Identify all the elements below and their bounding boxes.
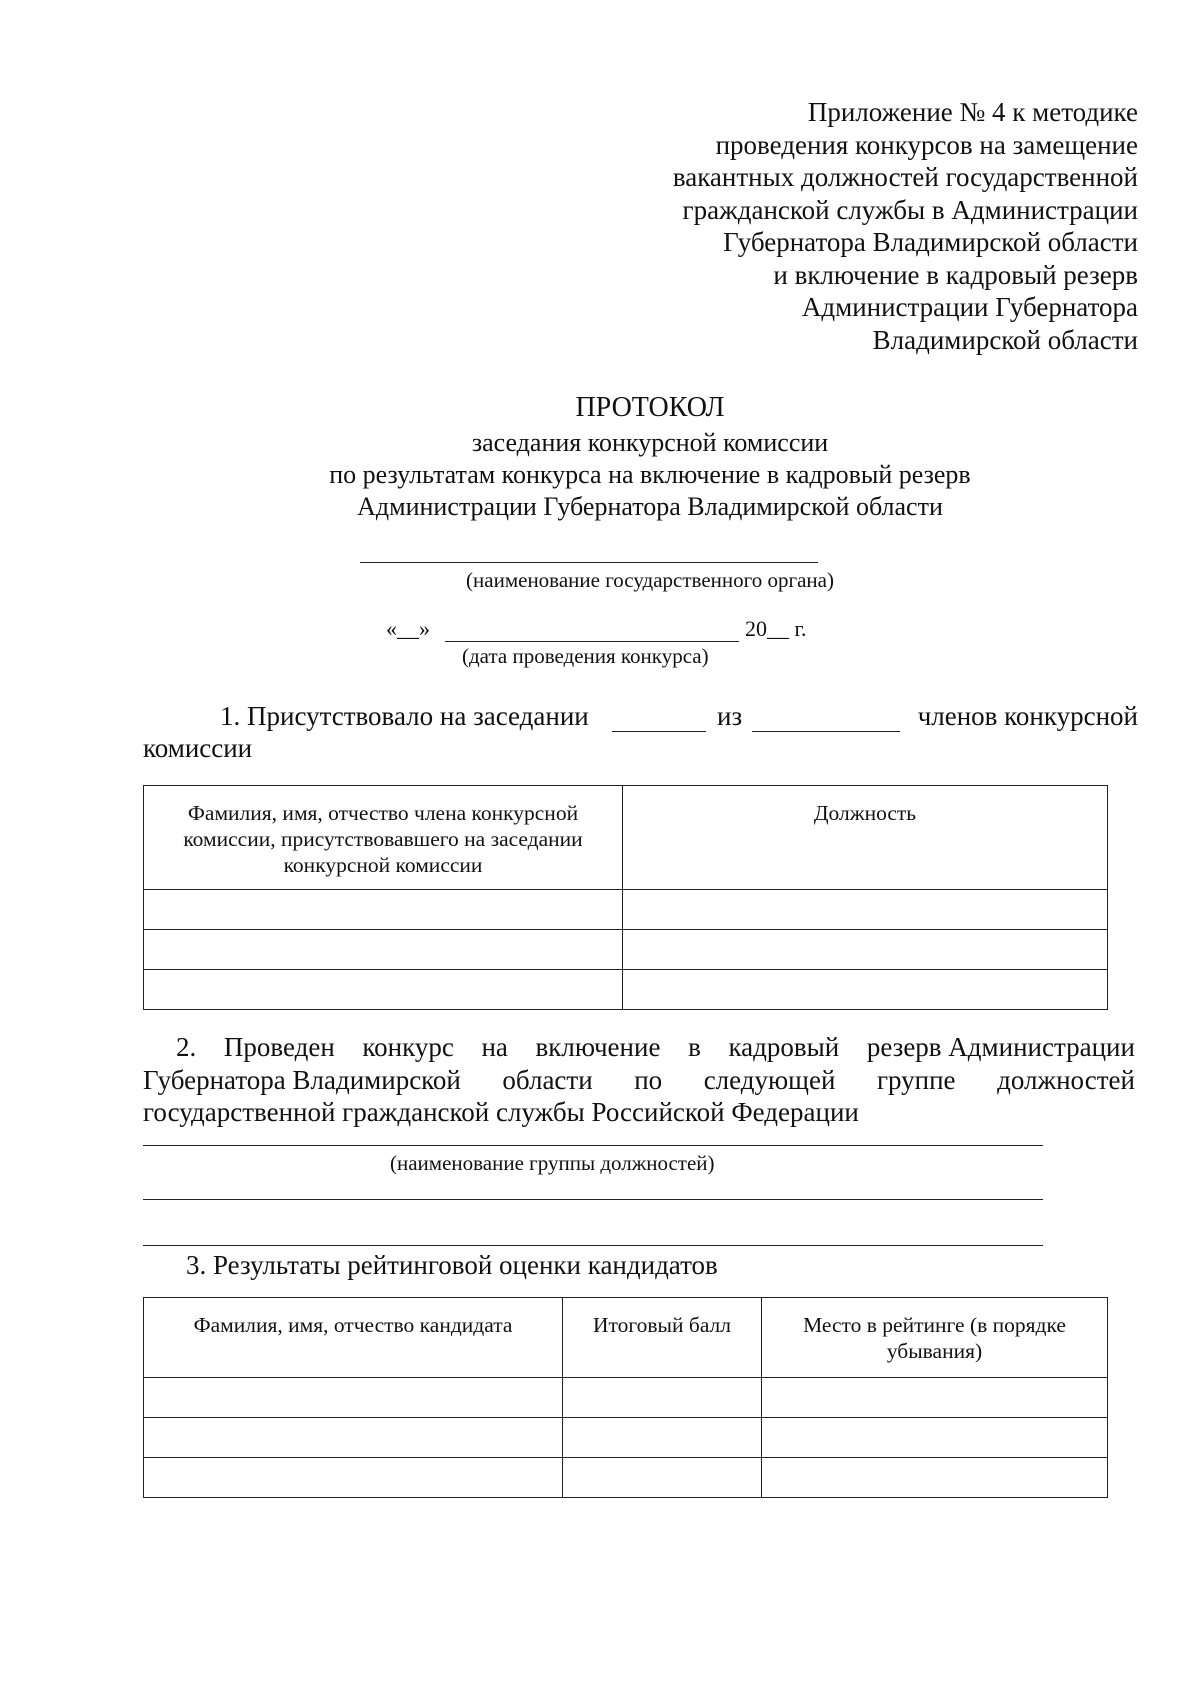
word: должностей: [997, 1065, 1135, 1095]
word: 2.: [176, 1032, 197, 1062]
organ-name-blank[interactable]: [360, 562, 818, 563]
table-cell[interactable]: [144, 890, 623, 930]
appendix-line: Владимирской области: [872, 324, 1138, 355]
appendix-line: Приложение № 4 к методике: [807, 97, 1138, 127]
position-group-blank-1[interactable]: [143, 1145, 1043, 1146]
section2-line-1: [176, 1032, 1135, 1063]
word: конкурс: [362, 1032, 454, 1062]
candidate-rating-table: [143, 1297, 1108, 1498]
word: области: [502, 1065, 593, 1095]
title-line-3: Администрации Губернатора Владимирской области: [357, 492, 943, 521]
date-month-blank[interactable]: [445, 641, 739, 642]
table-header-row: [144, 786, 1108, 890]
title-line-2: по результатам конкурса на включение в кадровый резерв: [329, 460, 971, 489]
table-cell[interactable]: [563, 1458, 762, 1498]
table-row: [144, 1458, 1108, 1498]
table-row: [144, 1378, 1108, 1418]
appendix-line: гражданской службы в Администрации: [682, 194, 1138, 225]
date-year-field[interactable]: 20__ г.: [745, 616, 807, 641]
organ-caption: (наименование государственного органа): [466, 568, 834, 592]
header-member-name: Фамилия, имя, отчество члена конкурсной комиссии, присутствовавшего на заседании конкурсной комиссии: [144, 786, 623, 890]
word: включение: [535, 1032, 661, 1062]
table-cell[interactable]: [144, 930, 623, 970]
appendix-line: и включение в кадровый резерв: [773, 259, 1138, 290]
table-row: [144, 930, 1108, 970]
table-cell[interactable]: [563, 1418, 762, 1458]
table-cell[interactable]: [144, 1418, 563, 1458]
section2-line-3: государственной гражданской службы Российской Федерации: [143, 1097, 859, 1127]
word: кадровый: [728, 1032, 840, 1062]
present-count-blank[interactable]: [612, 731, 706, 732]
appendix-line: Администрации Губернатора: [801, 292, 1138, 322]
word: на: [481, 1032, 508, 1062]
table-row: [144, 890, 1108, 930]
table-cell[interactable]: [563, 1378, 762, 1418]
word: резерв Администрации: [866, 1032, 1135, 1062]
header-total-score: Итоговый балл: [563, 1298, 762, 1378]
appendix-line: Губернатора Владимирской области: [723, 227, 1138, 257]
commission-members-table: [143, 785, 1108, 1010]
table-cell[interactable]: [762, 1378, 1108, 1418]
table-cell[interactable]: [623, 890, 1108, 930]
section2-line-2: [143, 1065, 1135, 1096]
appendix-header: [578, 96, 1138, 356]
total-members-blank[interactable]: [752, 731, 900, 732]
table-cell[interactable]: [623, 930, 1108, 970]
date-caption: (дата проведения конкурса): [462, 644, 709, 668]
word: группе: [876, 1065, 956, 1095]
header-candidate-name: Фамилия, имя, отчество кандидата: [144, 1298, 563, 1378]
appendix-line: проведения конкурсов на замещение: [715, 129, 1138, 160]
word: следующей: [703, 1065, 836, 1095]
section1-continuation: комиссии: [143, 733, 253, 763]
table-cell[interactable]: [623, 970, 1108, 1010]
section1-middle: из: [717, 701, 743, 731]
document-title: ПРОТОКОЛ: [575, 392, 725, 423]
table-cell[interactable]: [144, 1458, 563, 1498]
appendix-line: вакантных должностей государственной: [672, 162, 1138, 192]
section3-heading: 3. Результаты рейтинговой оценки кандидатов: [186, 1250, 718, 1280]
table-header-row: [144, 1298, 1108, 1378]
word: по: [634, 1065, 663, 1095]
table-row: [144, 1418, 1108, 1458]
table-cell[interactable]: [762, 1418, 1108, 1458]
title-line-1: заседания конкурсной комиссии: [471, 428, 829, 457]
section1-prefix: 1. Присутствовало на заседании: [220, 701, 589, 731]
section1-suffix: членов конкурсной: [917, 701, 1138, 731]
word: Проведен: [223, 1032, 335, 1062]
table-cell[interactable]: [144, 970, 623, 1010]
position-group-blank-3[interactable]: [143, 1245, 1043, 1246]
table-cell[interactable]: [144, 1378, 563, 1418]
position-group-caption: (наименование группы должностей): [390, 1151, 715, 1175]
date-day-field[interactable]: «__»: [386, 616, 430, 641]
header-position: Должность: [623, 786, 1108, 890]
table-cell[interactable]: [762, 1458, 1108, 1498]
position-group-blank-2[interactable]: [143, 1199, 1043, 1200]
header-rating-place: Место в рейтинге (в порядке убывания): [762, 1298, 1108, 1378]
word: в: [688, 1032, 701, 1062]
table-row: [144, 970, 1108, 1010]
word: Губернатора Владимирской: [143, 1065, 461, 1095]
